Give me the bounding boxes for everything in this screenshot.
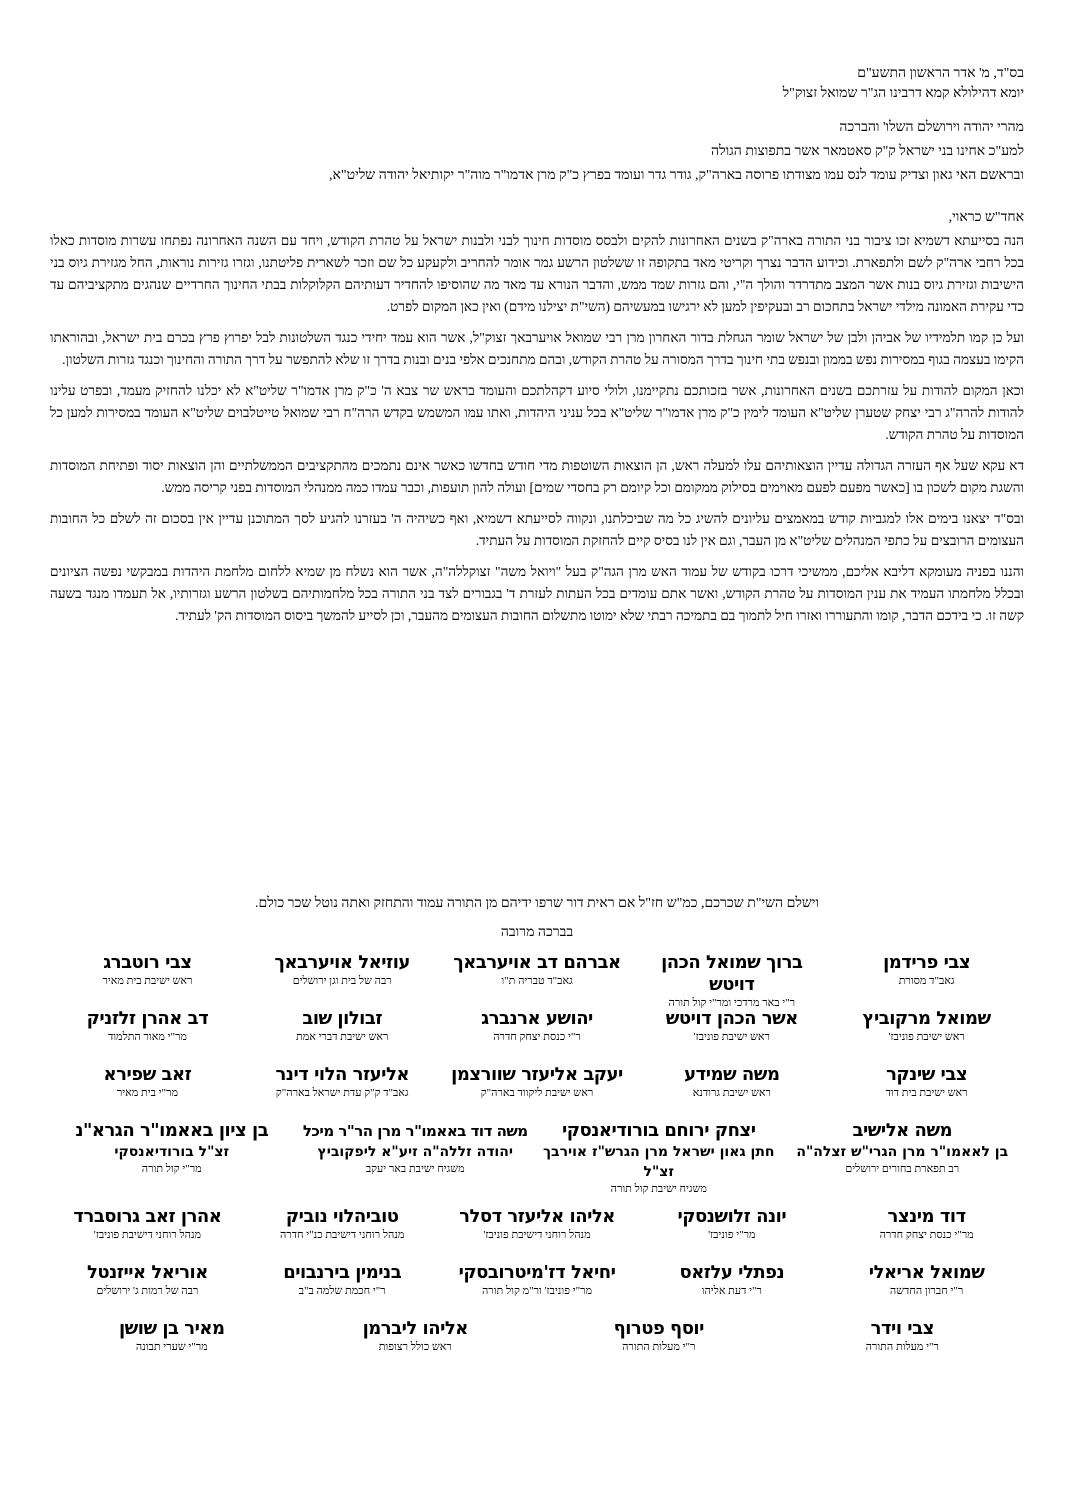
signer-title: מר"י קול תורה <box>141 1163 202 1175</box>
signer-name: זבולון שוב <box>302 1008 383 1029</box>
yahrzeit-line: יומא דהילולא קמא דרבינו הג"ר שמואל זצוק"ל <box>782 86 1024 101</box>
signer-name: צבי רוטברג <box>103 952 192 973</box>
signer-name: שמואל אריאלי <box>868 1262 985 1283</box>
signer-title: מר"י פוניבז' ור"מ קול תורה <box>481 1285 593 1297</box>
signer-title: ר"י מעלות התורה <box>622 1341 696 1353</box>
paragraph: דא עקא שעל אף העזרה הגדולה עדיין הוצאותיהם עלו למעלה ראש, הן הוצאות השוטפות מדי חודש בחדשו כאשר אינם נתמכים מהתקציבים הממשלתיים והן הוצאות יסוד ופתיחת המוסדות והשגת מקום לשכון בו [כאשר מפעם לפעם מאוימים בסילוק ממקומם וכל קיומם רק בחסדי שמים] ועולה להון תועפות, וכבר עמדו כמה ממנהלי המוסדות בפני קריסה ממש. <box>50 458 1024 495</box>
signature <box>634 952 829 1008</box>
greeting: אחד"ש כראוי, <box>948 210 1024 225</box>
signature <box>294 1120 538 1206</box>
signature <box>50 1206 245 1262</box>
signer-name: אשר הכהן דויטש <box>665 1008 798 1029</box>
signature <box>829 1064 1024 1120</box>
signer-name: צבי שינקר <box>886 1064 968 1085</box>
signer-name-line-2: חתן גאון ישראל מרן הגרש"ז אוירבך זצ"ל <box>542 1144 775 1180</box>
address-line-2: למע"כ אחינו בני ישראל ק"ק סאטמאר אשר בתפוצות הגולה <box>710 144 1024 159</box>
signer-name: משה דוד באאמו"ר מרן הר"ר מיכל <box>302 1122 528 1140</box>
signer-title: ראש ישיבת פוניבז' <box>693 1031 770 1043</box>
signature <box>245 1064 440 1120</box>
signer-title: ראש ישיבת גרודנא <box>692 1087 771 1099</box>
signer-name: אהרן זאב גרוסברד <box>73 1206 222 1227</box>
signer-title: ר"י דעת אליהו <box>701 1285 762 1297</box>
signer-name-line-2: בן לאאמו"ר מרן הגרי"ש זצלה"ה <box>796 1144 1009 1160</box>
signer-name: משה אלישיב <box>852 1120 953 1141</box>
signer-title: מר"י מאור התלמוד <box>107 1031 187 1043</box>
signature <box>50 952 245 1008</box>
signature <box>50 1064 245 1120</box>
signer-title: ר"י חברון החדשה <box>889 1285 964 1297</box>
signer-name: עוזיאל אויערבאך <box>274 952 410 973</box>
letter-body <box>50 230 1024 636</box>
signer-name: צבי פרידמן <box>883 952 971 973</box>
signer-title: גאב"ד מסורת <box>898 975 955 987</box>
signer-name: משה שמידע <box>684 1064 780 1085</box>
signature <box>440 1262 635 1318</box>
signer-title: ר"י באר מרדכי ומר"י קול תורה <box>668 997 796 1009</box>
paragraph: וכאן המקום להודות על עזרתכם בשנים האחרונות, אשר בזכותכם נתקיימנו, ולולי סיוע דקהלתכם והעומד בראש שר צבא ה' כ"ק מרן אדמו"ר שליט"א לא יכלנו להחזיק מעמד, ובפרט עלינו להודות להרה"ג רבי יצחק שטערן שליט"א העומד לימין כ"ק מרן אדמו"ר שליט"א בכל עניני היהדות, ואתו עמו המשמש בקדש הרה"ח רבי שמואל טייטלבוים שליט"א העומד במסירות למען כל המוסדות על טהרת הקודש. <box>50 383 1024 442</box>
paragraph: ועל כן קמו תלמידיו של אביהן ולבן של ישראל שומר הגחלת בדור האחרון מרן רבי שמואל אויערבאך זצוק"ל, אשר הוא עמד יחידי כנגד השלטונות לבל יפרוץ פרץ בכרם בית ישראל, ובהוראתו הקימו בעצמה בגוף במסירות נפש בממון ובנפש בתי חינוך בדרך המסורה על טהרת הקודש, ובהם מתחנכים אלפי בנים ובנות בדרך זו שלא להתפשר על דרך התורה והחינוך וכנגד גזרות השלטון. <box>50 330 1024 367</box>
signer-title: ראש ישיבת ליקווד בארה"ק <box>480 1087 594 1099</box>
signature <box>294 1318 538 1374</box>
signer-title: ר"י חכמת שלמה ב"ב <box>298 1285 386 1297</box>
signer-name-line-2: יהודה זללה"ה זיע"א ליפקוביץ <box>317 1144 513 1160</box>
closing-line: וישלם השי"ת שכרכם, כמ"ש חז"ל אם ראית דור שרפו ידיהם מן התורה עמוד והתחזק ואתה נוטל שכר כולם. <box>254 896 820 911</box>
signer-name: טוביהלוי נוביק <box>285 1206 399 1227</box>
signature-row <box>50 1262 1024 1318</box>
signature-row <box>50 952 1024 1008</box>
signer-name: שמואל מרקוביץ <box>862 1008 991 1029</box>
signature-row <box>50 1008 1024 1064</box>
signature <box>781 1120 1025 1206</box>
signer-name: זאב שפירא <box>103 1064 192 1085</box>
signer-name: יהושע ארנברג <box>481 1008 593 1029</box>
signer-name: אליהו אליעזר דסלר <box>459 1206 615 1227</box>
signature <box>537 1318 781 1374</box>
signature <box>829 1206 1024 1262</box>
signer-title: ראש ישיבת בית מאיר <box>102 975 193 987</box>
signature <box>537 1120 781 1206</box>
signature <box>829 1262 1024 1318</box>
signature <box>781 1318 1025 1374</box>
signer-name: בנימין בירנבוים <box>283 1262 402 1283</box>
paragraph: והננו בפניה מעומקא דליבא אליכם, ממשיכי דרכו בקודש של עמוד האש מרן הגה"ק בעל "ויואל משה" זצוקללה"ה, אשר הוא נשלח מן שמיא ללחום מלחמת היהדות במבקשי נפשה הציונים ובכלל מלחמתו העמיד את ענין המוסדות על טהרת הקודש, ואשר אתם עומדים בכל העתות לעזרת ד' בגבורים לצד בני התורה בכל מלחמותיהם בשלטון הרשע וגזרותיו, אל תעמדו מנגד בשעה קשה זו. כי בידכם הדבר, קומו והתעוררו ואזרו חיל לתמוך בם בתמיכה רבתי שלא ימוטו מתשלום החובות העצומים מהעבר, וכן לסייע להמשך ביסוס המוסדות הק' לעתיד. <box>50 564 1024 623</box>
signature <box>50 1008 245 1064</box>
signer-name: בן ציון באאמו"ר הגרא"נ <box>75 1120 269 1141</box>
signer-title: רבה של בית וגן ירושלים <box>292 975 392 987</box>
signer-name: צבי וידר <box>870 1318 934 1339</box>
signature-row <box>50 1206 1024 1262</box>
blessing-line: בברכה מרובה <box>500 925 574 940</box>
signer-title: ר"י מעלות התורה <box>865 1341 939 1353</box>
signature-row <box>50 1120 1024 1206</box>
signer-title: מנהל רוחני דישיבת פוניבז' <box>483 1229 591 1241</box>
address-line-3: ובראשם האי גאון וצדיק עומד לנס עמו מצודתו פרוסה בארה"ק, גודר גדר ועומד בפרץ כ"ק מרן אדמו"ר מוה"ר יקותיאל יהודה שליט"א, <box>329 168 1024 183</box>
signer-name: דוד מינצר <box>887 1206 966 1227</box>
signer-name: נפתלי עלזאס <box>679 1262 785 1283</box>
signer-title: מנהל רוחני דישיבת פוניבז' <box>93 1229 202 1241</box>
address-line-1: מהרי יהודה וירושלם השלו' והברכה <box>839 120 1024 135</box>
signature <box>440 952 635 1008</box>
signature <box>829 952 1024 1008</box>
signer-name: יחיאל דז'מיטרובסקי <box>458 1262 616 1283</box>
signature-row <box>50 1318 1024 1374</box>
signer-name: מאיר בן שושן <box>118 1318 225 1339</box>
address-block <box>50 116 1024 188</box>
signature <box>245 952 440 1008</box>
signature <box>245 1262 440 1318</box>
signature <box>50 1120 294 1206</box>
signature <box>50 1318 294 1374</box>
signer-title: גאב"ד ק"ק עדת ישראל בארה"ק <box>275 1087 409 1099</box>
signer-name: יצחק ירוחם בורודיאנסקי <box>561 1120 756 1141</box>
signer-name: אליעזר הלוי דינר <box>275 1064 409 1085</box>
signer-title: ראש ישיבת בית דוד <box>885 1087 968 1099</box>
signer-title: מר"י כנסת יצחק חדרה <box>879 1229 974 1241</box>
signer-name: אברהם דב אויערבאך <box>453 952 621 973</box>
signer-title: רב תפארת בחורים ירושלים <box>845 1163 960 1175</box>
signer-name: דב אהרן זלזניק <box>86 1008 209 1029</box>
signer-name: ברוך שמואל הכהן דויטש <box>661 952 803 995</box>
signature <box>634 1206 829 1262</box>
signer-title: מר"י פוניבז' <box>708 1229 756 1241</box>
signature <box>245 1008 440 1064</box>
signer-name: אליהו ליברמן <box>362 1318 468 1339</box>
signature <box>440 1206 635 1262</box>
signature <box>245 1206 440 1262</box>
signer-title: מר"י בית מאיר <box>116 1087 178 1099</box>
signer-title: רבה של רמות ג' ירושלים <box>96 1285 199 1297</box>
signature <box>440 1008 635 1064</box>
paragraph: ובס"ד יצאנו בימים אלו למגביות קודש במאמצים עליונים להשיג כל מה שביכלתנו, ונקווה לסייעתא דשמיא, ואף כשיהיה ה' בעזרנו להגיע לסך המתוכנן עדיין אין בסכום זה לשלם כל החובות העצומים הרובצים על כתפי המנהלים שליט"א מן העבר, וגם אין לנו בסיס קיים להחזקת המוסדות על העתיד. <box>50 511 1024 548</box>
signature <box>634 1262 829 1318</box>
signature <box>634 1008 829 1064</box>
paragraph: הנה בסייעתא דשמיא זכו ציבור בני התורה בארה"ק בשנים האחרונות להקים ולבסס מוסדות חינוך לבני ולבנות ישראל על טהרת הקודש, ויחד עם השנה האחרונה נפתחו עשרות מוסדות כאלו בכל רחבי ארה"ק לשם ולתפארת. וכידוע הדבר נצרך וקריטי מאד בתקופה זו ששלטון הרשע גמר אומר להחריב ולקעקע כל שם וזכר לשארית פליטתנו, וגזרו גזירות נוראות, החל מגזירת גיוס בני הישיבות וגזירת גיוס בנות אשר המצב מתדרדר והולך ה"י, והם גזרות שמד ממש, והדבר הנורא עד מאד מה שהוסיפו להחדיר דעותיהם הקלוקלות בבתי החינוך החרדיים שנהגים מתקציביהם עד כדי עקירת האמונה מילדי ישראל בתחכום רב ובעקיפין למען לא ירגישו במעשיהם (השי"ת יצילנו מידם) ואין כאן המקום לפרט. <box>50 233 1024 314</box>
signer-title: משגיח ישיבת קול תורה <box>610 1183 707 1195</box>
signer-title: משגיח ישיבת באר יעקב <box>365 1163 465 1175</box>
signer-title: גאב"ד טבריה ת"ו <box>501 975 573 987</box>
signature <box>634 1064 829 1120</box>
signer-title: מנהל רוחני דישיבת כנ"י חדרה <box>279 1229 405 1241</box>
date-header <box>783 64 1024 104</box>
signature <box>440 1064 635 1120</box>
signer-name: יונה זלושנסקי <box>677 1206 787 1227</box>
signer-name: אוריאל אייזנטל <box>86 1262 208 1283</box>
signatures-block <box>50 952 1024 1374</box>
signature <box>50 1262 245 1318</box>
signature-row <box>50 1064 1024 1120</box>
signer-title: ר"י כנסת יצחק חדרה <box>493 1031 581 1043</box>
signer-title: ראש ישיבת פוניבז' <box>888 1031 965 1043</box>
signer-title: מר"י שערי תבונה <box>135 1341 208 1353</box>
signer-title: ראש ישיבת דברי אמת <box>296 1031 389 1043</box>
signer-name: יוסף פטרוף <box>613 1318 704 1339</box>
signature <box>829 1008 1024 1064</box>
signer-name: יעקב אליעזר שוורצמן <box>451 1064 623 1085</box>
signer-title: ראש כולל רצופות <box>378 1341 452 1353</box>
signer-name-line-2: זצ"ל בורודיאנסקי <box>114 1144 230 1160</box>
date-line: בס"ד, מ' אדר הראשון התשע"ם <box>857 66 1024 81</box>
